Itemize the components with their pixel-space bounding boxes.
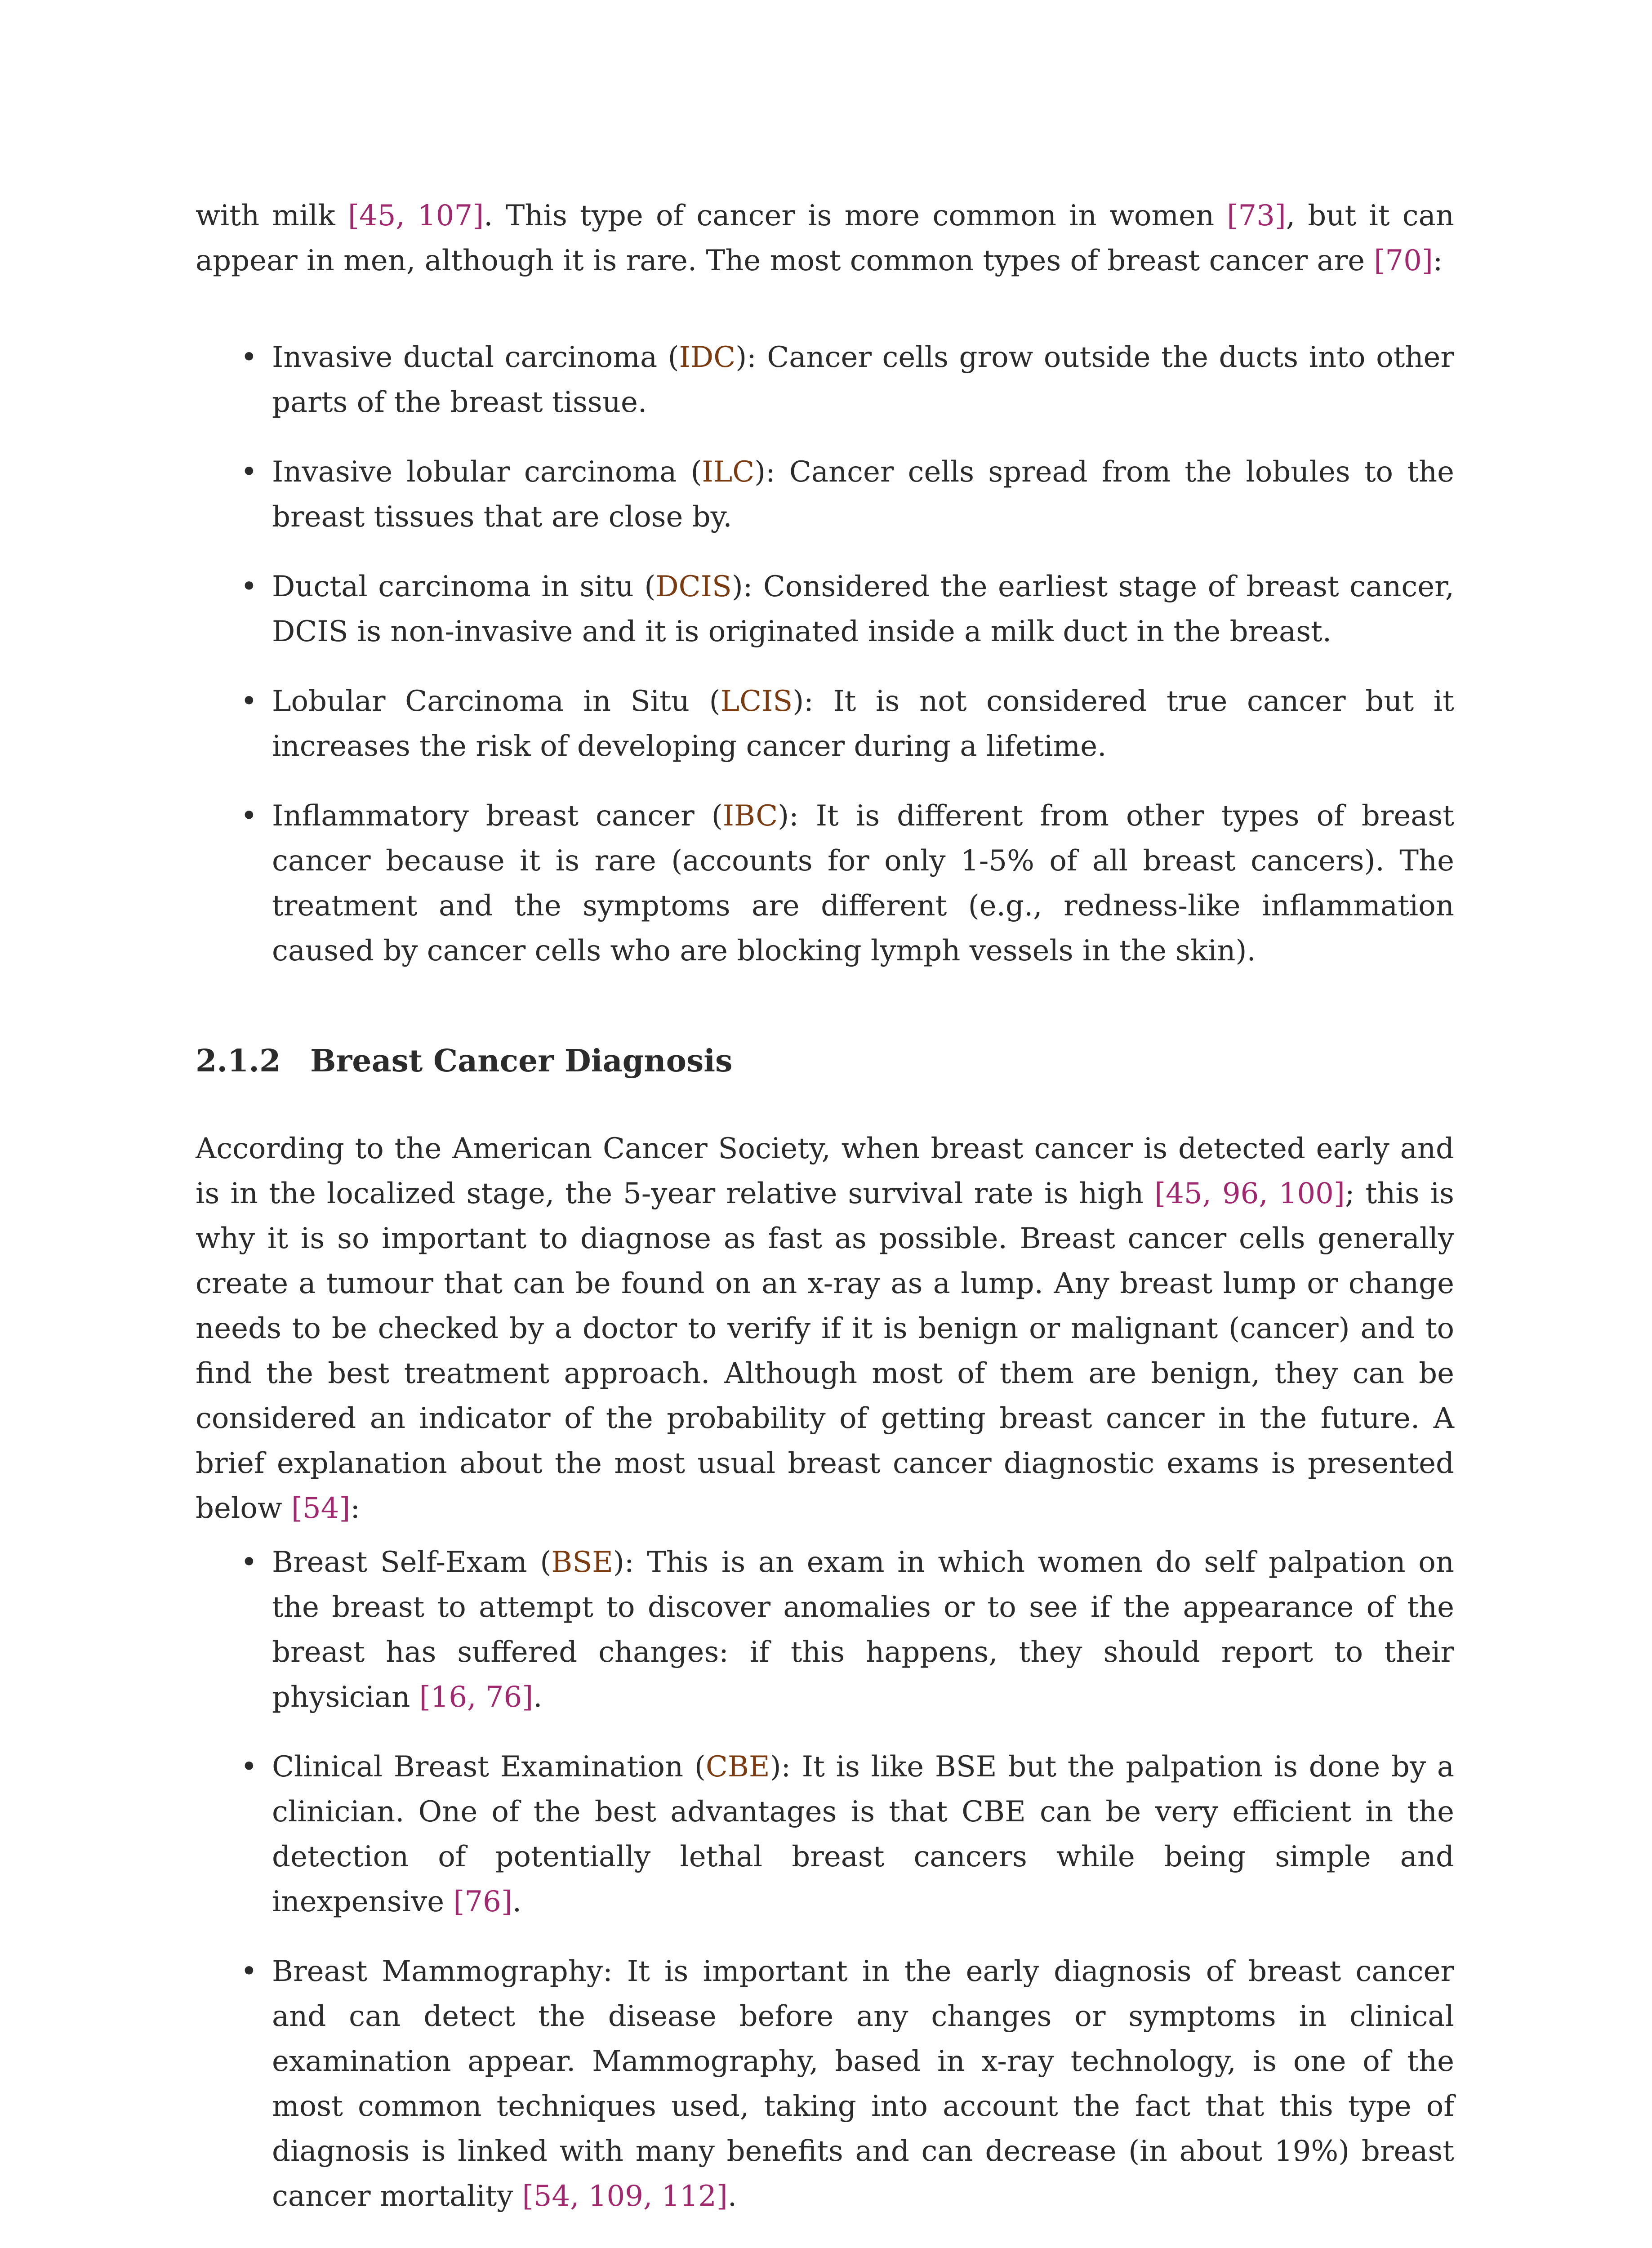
list-item-text: Ductal carcinoma in situ (	[272, 570, 656, 603]
acronym-link[interactable]: ILC	[702, 455, 755, 489]
list-item	[196, 564, 1454, 654]
bullet-icon: •	[240, 455, 258, 489]
section-heading	[196, 1039, 732, 1084]
list-item	[196, 794, 1454, 973]
list-item-text: .	[512, 1885, 522, 1918]
list-item	[196, 1540, 1454, 1720]
section-title: Breast Cancer Diagnosis	[310, 1043, 733, 1079]
acronym-link[interactable]: IDC	[679, 341, 736, 374]
intro-text: with milk	[196, 199, 348, 232]
list-item-text: ): Considered the earliest stage of breast cancer, DCIS is non-invasive and it is originated inside a milk duct in the breast.	[272, 570, 1455, 648]
list-item-text: Inflammatory breast cancer (	[272, 799, 723, 833]
citation-link[interactable]: [45, 107]	[348, 199, 484, 232]
list-item-text: Invasive ductal carcinoma (	[272, 341, 679, 374]
paragraph-text: :	[350, 1492, 360, 1525]
acronym-link[interactable]: IBC	[722, 799, 778, 833]
list-item-text: Invasive lobular carcinoma (	[272, 455, 702, 489]
bullet-icon: •	[240, 799, 258, 833]
intro-text: . This type of cancer is more common in women	[484, 199, 1227, 232]
list-item-text: .	[533, 1681, 543, 1714]
bullet-icon: •	[240, 1546, 258, 1579]
list-item-text: Clinical Breast Examination (	[272, 1750, 706, 1784]
bullet-icon: •	[240, 341, 258, 374]
list-item	[196, 1949, 1454, 2219]
list-item-text: Lobular Carcinoma in Situ (	[272, 685, 721, 718]
list-item-text: ): This is an exam in which women do self palpation on the breast to attempt to discover anomalies or to see if the appearance of the breast has suffered changes: if this happens, they should report to their physician	[272, 1546, 1455, 1714]
exams-list	[196, 1540, 1454, 2219]
bullet-icon: •	[240, 1750, 258, 1784]
acronym-link[interactable]: CBE	[705, 1750, 770, 1784]
bullet-icon: •	[240, 1955, 258, 1988]
paragraph-text: According to the American Cancer Society, when breast cancer is detected early and is in the localized stage, the 5-year relative survival rate is high	[196, 1132, 1454, 1210]
bullet-icon: •	[240, 570, 258, 603]
acronym-link[interactable]: BSE	[551, 1546, 613, 1579]
acronym-link[interactable]: DCIS	[655, 570, 732, 603]
bullet-icon: •	[240, 685, 258, 718]
list-item-text: ): Cancer cells spread from the lobules to the breast tissues that are close by.	[272, 455, 1454, 534]
citation-link[interactable]: [16, 76]	[419, 1681, 534, 1714]
list-item-text: ): It is not considered true cancer but it increases the risk of developing cancer during a lifetime.	[272, 685, 1455, 763]
cancer-types-list	[196, 335, 1454, 973]
citation-link[interactable]: [76]	[453, 1885, 512, 1918]
intro-text: :	[1433, 244, 1443, 277]
section-number: 2.1.2	[196, 1043, 281, 1079]
list-item	[196, 450, 1454, 540]
list-item-text: .	[727, 2180, 737, 2213]
citation-link[interactable]: [73]	[1227, 199, 1286, 232]
list-item	[196, 1744, 1454, 1924]
list-item	[196, 335, 1454, 425]
citation-link[interactable]: [54, 109, 112]	[522, 2180, 728, 2213]
list-item-text: Breast Mammography: It is important in the early diagnosis of breast cancer and can detect the disease before any changes or symptoms in clinical examination appear. Mammography, based in x-ray technology, is one of the most common techniques used, taking into account the fact that this type of diagnosis is linked with many benefits and can decrease (in about 19%) breast cancer mortality	[272, 1955, 1454, 2213]
acronym-link[interactable]: LCIS	[720, 685, 793, 718]
list-item-text: ): It is like BSE but the palpation is done by a clinician. One of the best advantages is that CBE can be very efficient in the detection of potentially lethal breast cancers while being simple and inexpensive	[272, 1750, 1455, 1918]
list-item-text: Breast Self-Exam (	[272, 1546, 552, 1579]
intro-text: , but it can appear in men, although it is rare. The most common types of breast cancer are	[196, 199, 1455, 277]
citation-link[interactable]: [45, 96, 100]	[1154, 1177, 1345, 1210]
list-item	[196, 679, 1454, 769]
citation-link[interactable]: [70]	[1374, 244, 1433, 277]
list-item-text: ): It is different from other types of breast cancer because it is rare (accounts for only 1-5% of all breast cancers). The treatment and the symptoms are different (e.g., redness-like inflammation caused by cancer cells who are blocking lymph vessels in the skin).	[272, 799, 1455, 968]
list-item-text: ): Cancer cells grow outside the ducts into other parts of the breast tissue.	[272, 341, 1455, 419]
diagnosis-paragraph	[196, 1126, 1454, 1531]
intro-paragraph	[196, 193, 1454, 283]
citation-link[interactable]: [54]	[291, 1492, 351, 1525]
paragraph-text: ; this is why it is so important to diagnose as fast as possible. Breast cancer cells generally create a tumour that can be found on an x-ray as a lump. Any breast lump or change needs to be checked by a doctor to verify if it is benign or malignant (cancer) and to find the best treatment approach. Although most of them are benign, they can be considered an indicator of the probability of getting breast cancer in the future. A brief explanation about the most usual breast cancer diagnostic exams is presented below	[196, 1177, 1455, 1525]
